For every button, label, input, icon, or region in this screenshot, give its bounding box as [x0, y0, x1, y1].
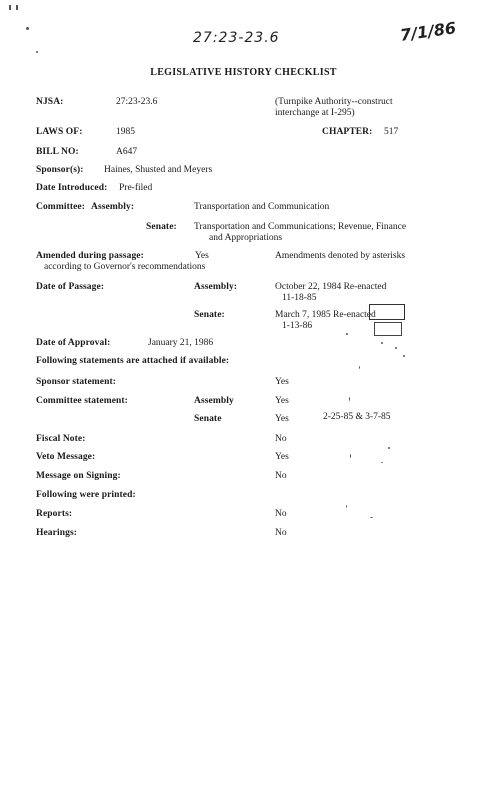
fiscal-note-label: Fiscal Note: [36, 434, 86, 444]
committee-statement-senate-value: Yes [275, 414, 289, 424]
committee-statement-assembly-value: Yes [275, 396, 289, 406]
njsa-label: NJSA: [36, 97, 64, 107]
passage-assembly-line1: October 22, 1984 Re-enacted [275, 282, 387, 292]
scan-speck [381, 342, 383, 344]
amended-value: Yes [195, 251, 209, 261]
sponsor-statement-label: Sponsor statement: [36, 377, 116, 387]
reports-label: Reports: [36, 509, 73, 519]
date-introduced-value: Pre-filed [119, 183, 153, 193]
scan-speck [403, 355, 405, 357]
passage-assembly-label: Assembly: [194, 282, 238, 292]
scan-speck [346, 333, 348, 335]
laws-of-label: LAWS OF: [36, 127, 83, 137]
stamp-mark [369, 304, 405, 320]
scan-speck [388, 447, 390, 449]
message-on-signing-value: No [275, 471, 287, 481]
committee-assembly-value: Transportation and Communication [194, 202, 330, 212]
scan-speck [16, 5, 18, 10]
committee-senate-line2: and Appropriations [209, 233, 283, 243]
bill-no-value: A647 [116, 147, 138, 157]
chapter-value: 517 [384, 127, 399, 137]
committee-senate-label: Senate: [146, 222, 177, 232]
passage-senate-line2: 1-13-86 [282, 321, 313, 331]
scan-speck [381, 462, 383, 463]
committee-assembly-label: Assembly: [91, 202, 135, 212]
hearings-label: Hearings: [36, 528, 78, 538]
scan-speck [36, 51, 38, 53]
hearings-value: No [275, 528, 287, 538]
passage-assembly-line2: 11-18-85 [282, 293, 317, 303]
date-of-approval-label: Date of Approval: [36, 338, 111, 348]
njsa-value: 27:23-23.6 [116, 97, 158, 107]
laws-of-value: 1985 [116, 127, 135, 137]
scan-speck [370, 517, 373, 518]
amended-note: Amendments denoted by asterisks [275, 251, 406, 261]
veto-message-value: Yes [275, 452, 289, 462]
committee-statement-senate-dates: 2-25-85 & 3-7-85 [323, 412, 391, 422]
bill-no-label: BILL NO: [36, 147, 79, 157]
date-of-approval-value: January 21, 1986 [148, 338, 214, 348]
scan-speck [359, 366, 360, 369]
chapter-label: CHAPTER: [322, 127, 373, 137]
fiscal-note-value: No [275, 434, 287, 444]
following-attached-heading: Following statements are attached if available: [36, 356, 230, 366]
handwritten-number: 27:23-23.6 [193, 30, 280, 46]
passage-senate-line1: March 7, 1985 Re-enacted [275, 310, 376, 320]
stamp-mark [374, 322, 402, 336]
committee-label: Committee: [36, 202, 86, 212]
committee-statement-label: Committee statement: [36, 396, 128, 406]
passage-senate-label: Senate: [194, 310, 225, 320]
committee-senate-line1: Transportation and Communications; Revenue, Finance [194, 222, 407, 232]
scan-speck [346, 505, 347, 508]
amended-sub: according to Governor's recommendations [44, 262, 206, 272]
amended-label: Amended during passage: [36, 251, 144, 261]
scan-speck [395, 347, 397, 349]
scan-speck [9, 5, 11, 10]
scan-speck [350, 454, 351, 458]
njsa-note-line2: interchange at I-295) [275, 108, 355, 118]
scan-speck [349, 397, 350, 401]
following-printed-heading: Following were printed: [36, 490, 136, 500]
veto-message-label: Veto Message: [36, 452, 96, 462]
page-title: LEGISLATIVE HISTORY CHECKLIST [150, 67, 337, 78]
committee-statement-senate-label: Senate [194, 414, 222, 424]
sponsors-value: Haines, Shusted and Meyers [104, 165, 213, 175]
handwritten-date: 7/1/86 [398, 18, 458, 45]
date-of-passage-label: Date of Passage: [36, 282, 105, 292]
message-on-signing-label: Message on Signing: [36, 471, 121, 481]
sponsor-statement-value: Yes [275, 377, 289, 387]
committee-statement-assembly-label: Assembly [194, 396, 234, 406]
date-introduced-label: Date Introduced: [36, 183, 108, 193]
reports-value: No [275, 509, 287, 519]
njsa-note-line1: (Turnpike Authority--construct [275, 97, 393, 107]
sponsors-label: Sponsor(s): [36, 165, 84, 175]
scan-speck [26, 27, 29, 30]
